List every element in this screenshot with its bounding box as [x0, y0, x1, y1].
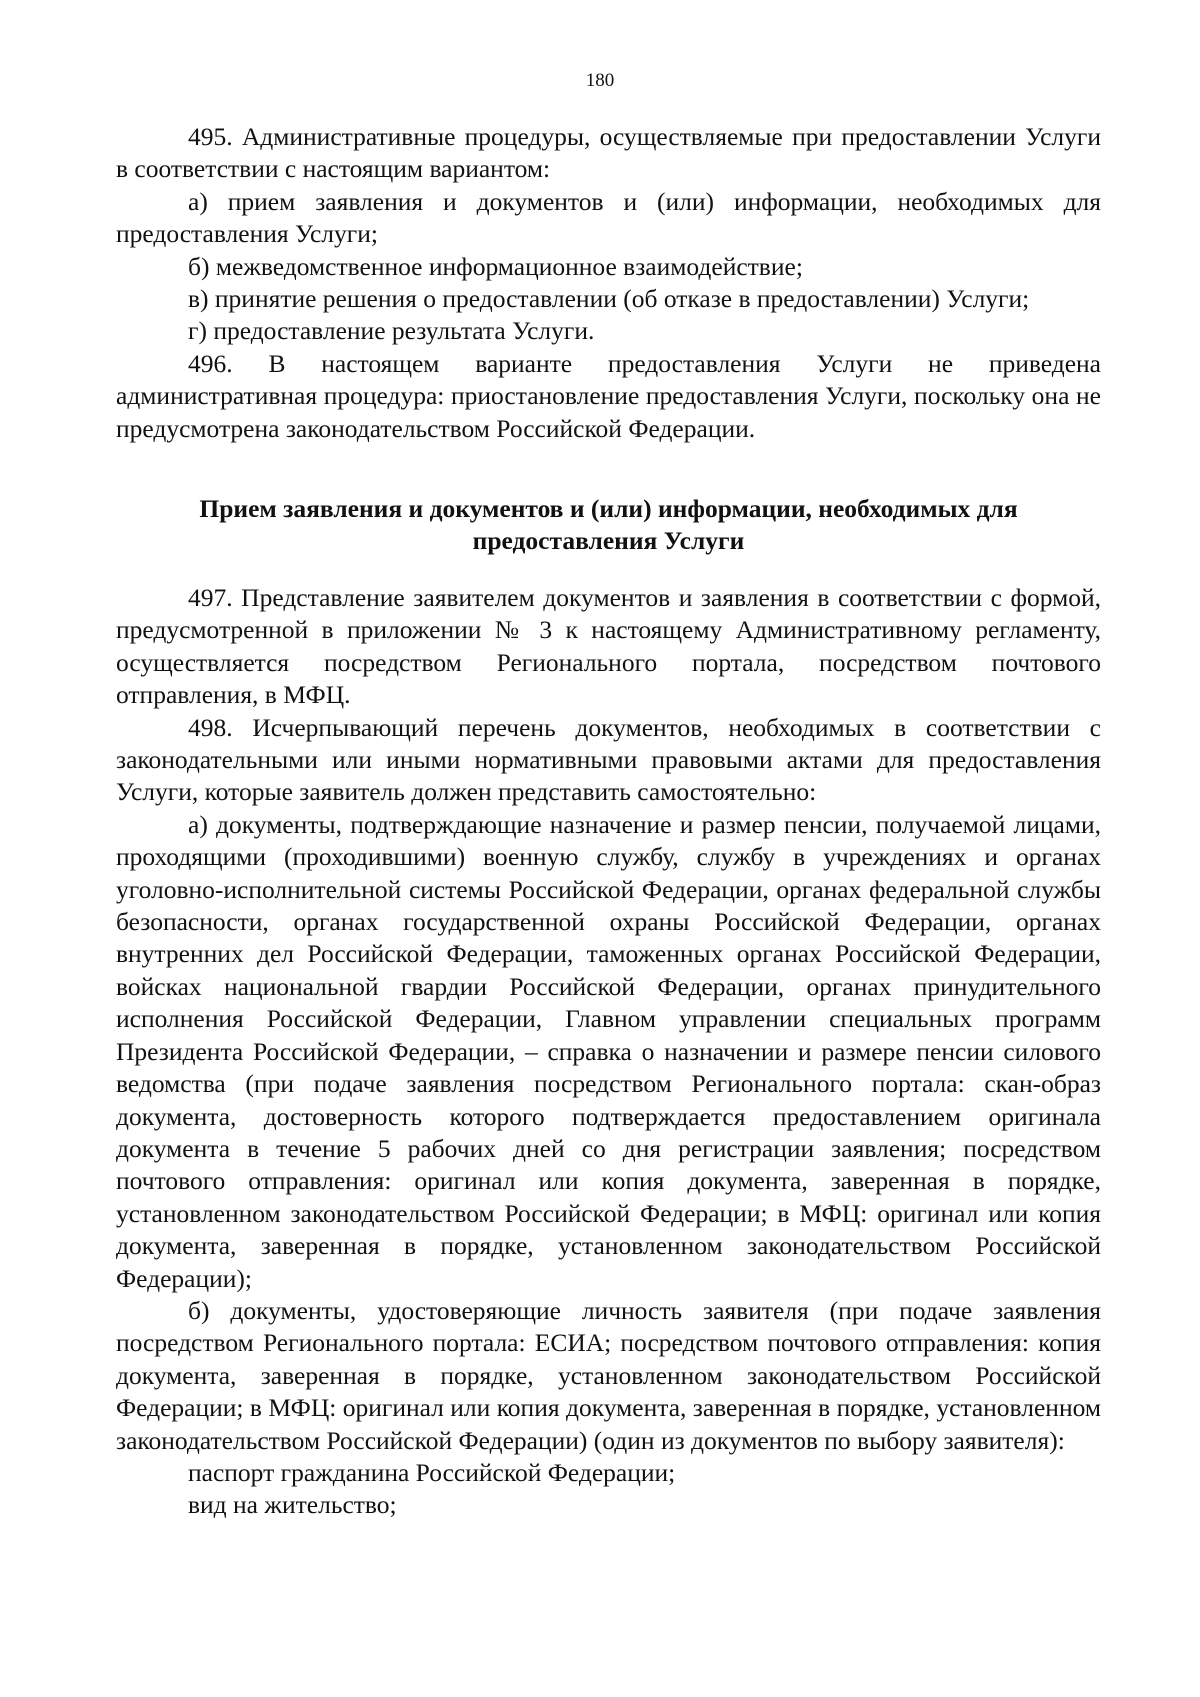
list-item-a: а) прием заявления и документов и (или) информации, необходимых для предоставления Услуги; [116, 186, 1101, 249]
paragraph-496: 496. В настоящем варианте предоставления Услуги не приведена административная процедура: приостановление предоставления Услуги, поскольку она не предусмотрена законодательством Российской Федерации. [116, 348, 1101, 443]
list-item-g: г) предоставление результата Услуги. [188, 316, 595, 346]
identity-document-passport: паспорт гражданина Российской Федерации; [188, 1457, 676, 1487]
document-item-b: б) документы, удостоверяющие личность заявителя (при подаче заявления посредством Регионального портала: ЕСИА; посредством почтового отправления: копия документа, заверенная в порядке, установленном законодательством Российской Федерации; в МФЦ: оригинал или копия документа, заверенная в порядке, установленном законодательством Российской Федерации) (один из документов по выбору заявителя): [116, 1295, 1101, 1455]
document-item-a: а) документы, подтверждающие назначение и размер пенсии, получаемой лицами, проходящими (проходившими) военную службу, службу в учреждениях и органах уголовно-исполнительной системы Российской Федерации, органах федеральной службы безопасности, органах государственной охраны Российской Федерации, органах внутренних дел Российской Федерации, таможенных органах Российской Федерации, войсках национальной гвардии Российской Федерации, органах принудительного исполнения Российской Федерации, Главном управлении специальных программ Президента Российской Федерации, – справка о назначении и размере пенсии силового ведомства (при подаче заявления посредством Регионального портала: скан-образ документа, достоверность которого подтверждается предоставлением оригинала документа в течение 5 рабочих дней со дня регистрации заявления; посредством почтового отправления: оригинал или копия документа, заверенная в порядке, установленном законодательством Российской Федерации; в МФЦ: оригинал или копия документа, заверенная в порядке, установленном законодательством Российской Федерации); [116, 809, 1101, 1293]
paragraph-498: 498. Исчерпывающий перечень документов, необходимых в соответствии с законодательными или иными нормативными правовыми актами для предоставления Услуги, которые заявитель должен представить самостоятельно: [116, 712, 1101, 807]
paragraph-495: 495. Административные процедуры, осуществляемые при предоставлении Услуги в соответствии с настоящим вариантом: [116, 122, 1101, 184]
page-number: 180 [585, 70, 615, 91]
paragraph-497: 497. Представление заявителем документов и заявления в соответствии с формой, предусмотренной в приложении № 3 к настоящему Административному регламенту, осуществляется посредством Регионального портала, посредством почтового отправления, в МФЦ. [116, 583, 1101, 710]
list-item-b: б) межведомственное информационное взаимодействие; [188, 251, 803, 281]
list-item-v: в) принятие решения о предоставлении (об отказе в предоставлении) Услуги; [188, 284, 1030, 314]
identity-document-residence-permit: вид на жительство; [188, 1490, 397, 1520]
top-text-block [116, 121, 1101, 445]
section-heading: Прием заявления и документов и (или) информации, необходимых для предоставления Услуги [199, 494, 1018, 555]
main-text-block [116, 582, 1101, 1522]
